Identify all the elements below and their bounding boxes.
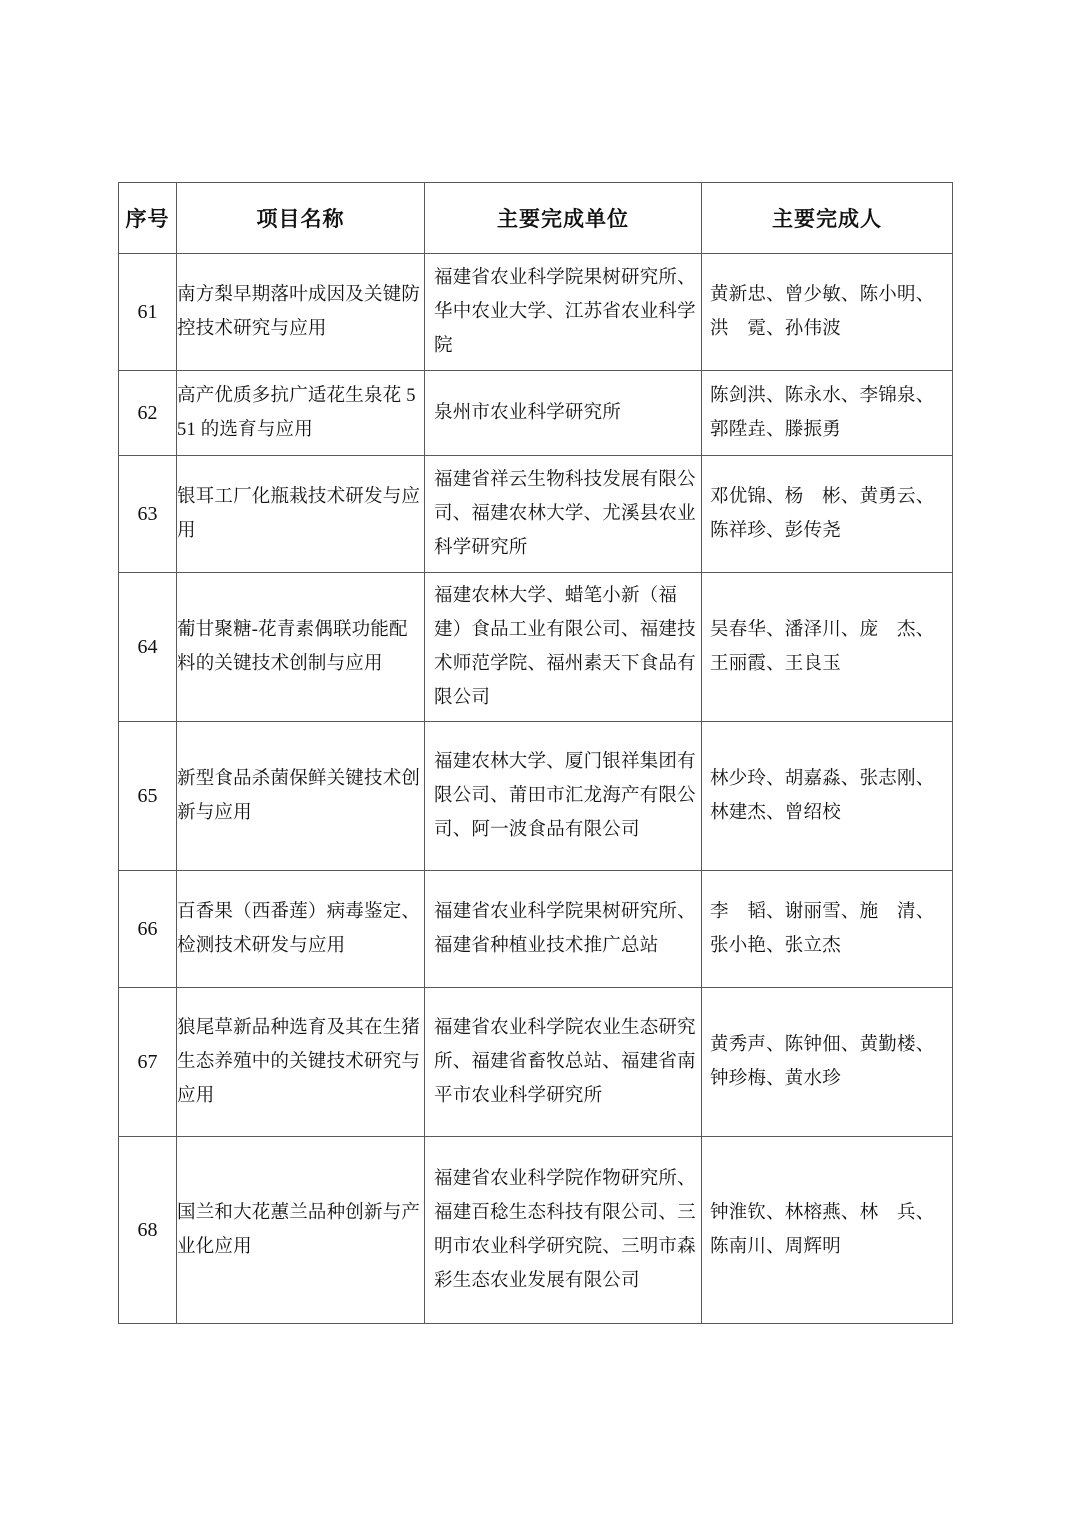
column-header-sequence: 序号 bbox=[119, 183, 177, 254]
column-header-main-units: 主要完成单位 bbox=[425, 183, 702, 254]
cell-main-units: 福建省农业科学院果树研究所、福建省种植业技术推广总站 bbox=[425, 871, 702, 988]
cell-project-name: 银耳工厂化瓶栽技术研发与应用 bbox=[177, 456, 425, 573]
table-row bbox=[119, 456, 953, 573]
cell-sequence: 64 bbox=[119, 573, 177, 722]
cell-main-people: 黄秀声、陈钟佃、黄勤楼、钟珍梅、黄水珍 bbox=[702, 988, 953, 1137]
cell-sequence: 61 bbox=[119, 254, 177, 371]
cell-main-units: 福建农林大学、厦门银祥集团有限公司、莆田市汇龙海产有限公司、阿一波食品有限公司 bbox=[425, 722, 702, 871]
table-row bbox=[119, 722, 953, 871]
table-row bbox=[119, 254, 953, 371]
award-table-container bbox=[118, 182, 952, 1324]
cell-main-units: 泉州市农业科学研究所 bbox=[425, 371, 702, 456]
table-row bbox=[119, 573, 953, 722]
cell-sequence: 62 bbox=[119, 371, 177, 456]
cell-main-people: 林少玲、胡嘉淼、张志刚、林建杰、曾绍校 bbox=[702, 722, 953, 871]
cell-main-people: 邓优锦、杨 彬、黄勇云、陈祥珍、彭传尧 bbox=[702, 456, 953, 573]
column-header-project-name: 项目名称 bbox=[177, 183, 425, 254]
table-row bbox=[119, 871, 953, 988]
cell-main-people: 陈剑洪、陈永水、李锦泉、郭陞垚、滕振勇 bbox=[702, 371, 953, 456]
cell-main-units: 福建省农业科学院果树研究所、华中农业大学、江苏省农业科学院 bbox=[425, 254, 702, 371]
award-list-table bbox=[118, 182, 953, 1324]
table-header-row bbox=[119, 183, 953, 254]
column-header-main-people: 主要完成人 bbox=[702, 183, 953, 254]
table-row bbox=[119, 371, 953, 456]
cell-project-name: 高产优质多抗广适花生泉花 551 的选育与应用 bbox=[177, 371, 425, 456]
cell-project-name: 百香果（西番莲）病毒鉴定、检测技术研发与应用 bbox=[177, 871, 425, 988]
cell-project-name: 葡甘聚糖-花青素偶联功能配料的关键技术创制与应用 bbox=[177, 573, 425, 722]
cell-main-units: 福建省农业科学院作物研究所、福建百稔生态科技有限公司、三明市农业科学研究院、三明市森彩生态农业发展有限公司 bbox=[425, 1137, 702, 1324]
cell-main-people: 李 韬、谢丽雪、施 清、张小艳、张立杰 bbox=[702, 871, 953, 988]
table-row bbox=[119, 1137, 953, 1324]
cell-project-name: 国兰和大花蕙兰品种创新与产业化应用 bbox=[177, 1137, 425, 1324]
cell-sequence: 66 bbox=[119, 871, 177, 988]
cell-main-people: 吴春华、潘泽川、庞 杰、王丽霞、王良玉 bbox=[702, 573, 953, 722]
cell-main-units: 福建省农业科学院农业生态研究所、福建省畜牧总站、福建省南平市农业科学研究所 bbox=[425, 988, 702, 1137]
table-row bbox=[119, 988, 953, 1137]
cell-sequence: 68 bbox=[119, 1137, 177, 1324]
table-header bbox=[119, 183, 953, 254]
cell-main-units: 福建省祥云生物科技发展有限公司、福建农林大学、尤溪县农业科学研究所 bbox=[425, 456, 702, 573]
cell-sequence: 67 bbox=[119, 988, 177, 1137]
cell-main-units: 福建农林大学、蜡笔小新（福建）食品工业有限公司、福建技术师范学院、福州素天下食品有限公司 bbox=[425, 573, 702, 722]
cell-main-people: 钟淮钦、林榕燕、林 兵、陈南川、周辉明 bbox=[702, 1137, 953, 1324]
cell-main-people: 黄新忠、曾少敏、陈小明、洪 霓、孙伟波 bbox=[702, 254, 953, 371]
cell-project-name: 南方梨早期落叶成因及关键防控技术研究与应用 bbox=[177, 254, 425, 371]
cell-sequence: 65 bbox=[119, 722, 177, 871]
cell-sequence: 63 bbox=[119, 456, 177, 573]
cell-project-name: 新型食品杀菌保鲜关键技术创新与应用 bbox=[177, 722, 425, 871]
table-body bbox=[119, 254, 953, 1324]
cell-project-name: 狼尾草新品种选育及其在生猪生态养殖中的关键技术研究与应用 bbox=[177, 988, 425, 1137]
